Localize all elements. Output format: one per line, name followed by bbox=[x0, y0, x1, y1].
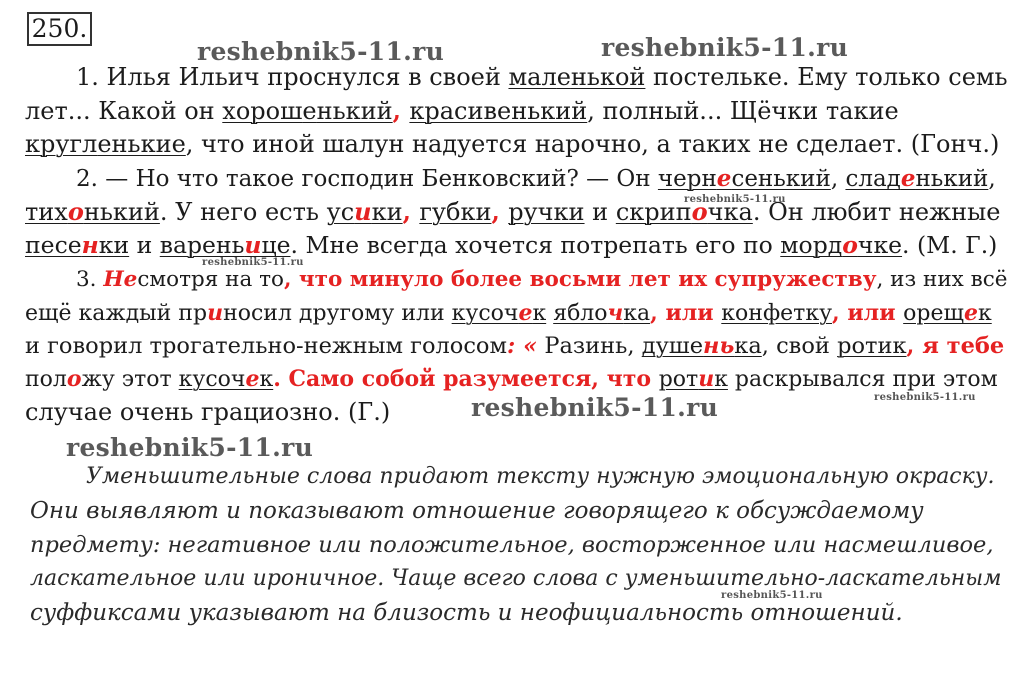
exercise-number: 250. bbox=[27, 12, 92, 46]
watermark: reshebnik5-11.ru bbox=[684, 194, 786, 205]
text-line: песенки и вареньице. Мне всегда хочется потрепать его по мордочке. (М. Г.) bbox=[25, 231, 998, 259]
watermark: reshebnik5-11.ru bbox=[721, 590, 823, 601]
watermark: reshebnik5-11.ru bbox=[202, 257, 304, 268]
conclusion-line: Они выявляют и показывают отношение говорящего к обсуждаемому bbox=[30, 498, 924, 524]
watermark: reshebnik5-11.ru bbox=[197, 37, 445, 66]
text-line: 2. — Но что такое господин Бенковский? — Он чернесенький, сладенький, bbox=[76, 165, 996, 192]
conclusion-line: ласкательное или ироничное. Чаще всего слова с уменьшительно-ласкательным bbox=[30, 566, 1002, 591]
text-line: кругленькие, что иной шалун надуется нарочно, а таких не сделает. (Гонч.) bbox=[25, 130, 1000, 158]
text-line: тихонький. У него есть усики, губки, ручки и скрипочка. Он любит нежные bbox=[25, 197, 1001, 226]
text-line: и говорил трогательно-нежным голосом: « Разинь, душенька, свой ротик, я тебе bbox=[25, 333, 1005, 359]
text-line: лет... Какой он хорошенький, красивенький, полный... Щёчки такие bbox=[25, 96, 899, 125]
text-line: положу этот кусочек. Само собой разумеется, что ротик раскрывался при этом bbox=[25, 366, 998, 392]
conclusion-line: предмету: негативное или положительное, восторженное или насмешливое, bbox=[30, 532, 994, 558]
conclusion-line: суффиксами указывают на близость и неофициальность отношений. bbox=[30, 600, 903, 626]
text-line: 3. Несмотря на то, что минуло более восьми лет их супружеству, из них всё bbox=[76, 267, 1008, 292]
text-line: случае очень грациозно. (Г.) bbox=[25, 398, 391, 426]
watermark: reshebnik5-11.ru bbox=[66, 433, 314, 462]
watermark: reshebnik5-11.ru bbox=[874, 392, 976, 403]
watermark: reshebnik5-11.ru bbox=[471, 393, 719, 422]
text-line: 1. Илья Ильич проснулся в своей маленькой постельке. Ему только семь bbox=[76, 63, 1008, 91]
watermark: reshebnik5-11.ru bbox=[601, 33, 849, 62]
conclusion-line: Уменьшительные слова придают тексту нужную эмоциональную окраску. bbox=[86, 464, 995, 489]
text-line: ещё каждый приносил другому или кусочек яблочка, или конфетку, или орещек bbox=[25, 300, 992, 326]
